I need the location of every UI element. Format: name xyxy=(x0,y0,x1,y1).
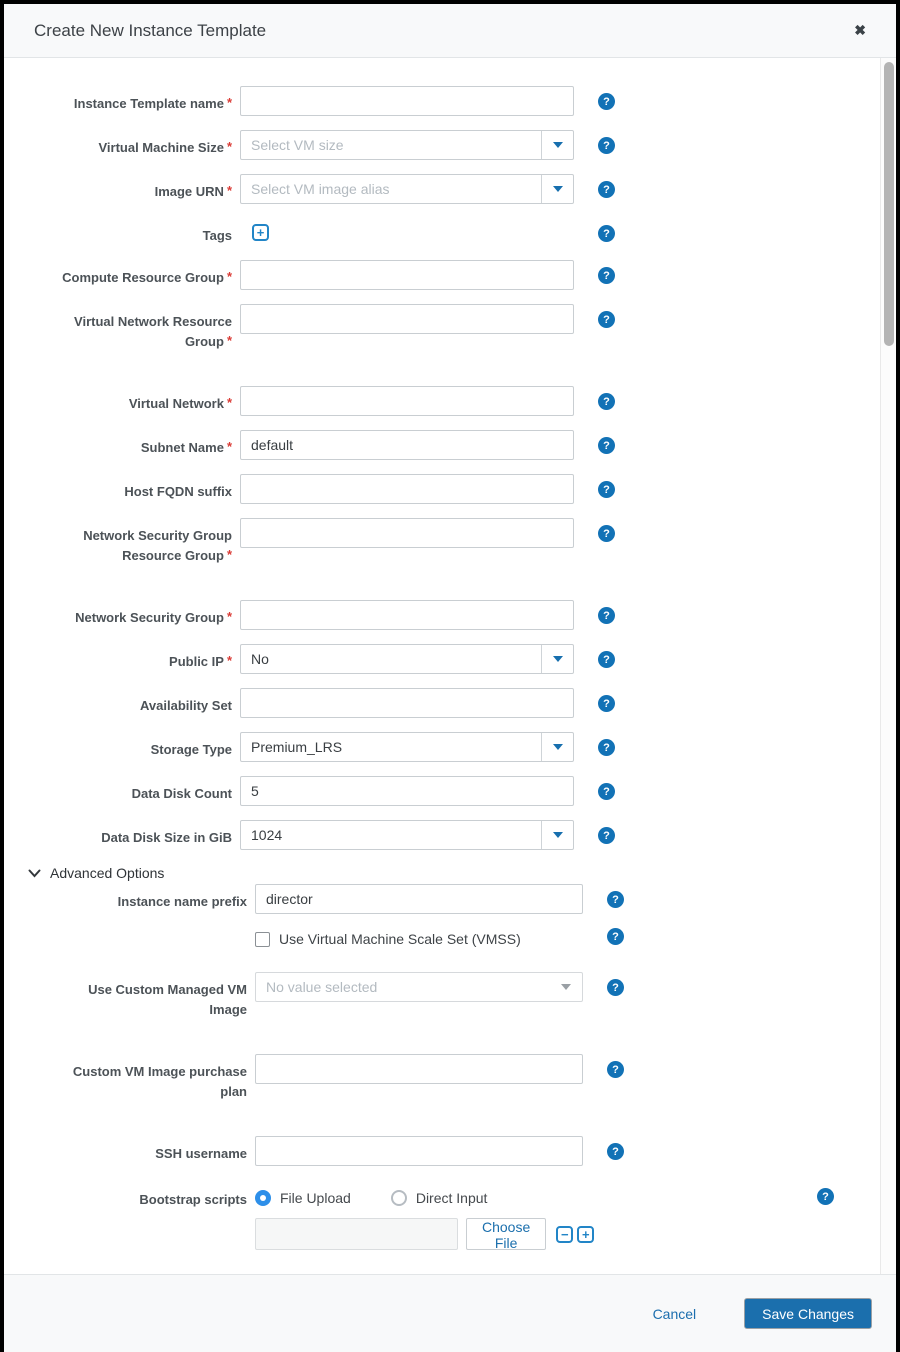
file-upload-radio[interactable] xyxy=(255,1190,271,1206)
save-changes-button[interactable]: Save Changes xyxy=(744,1298,872,1329)
tags-label: Tags xyxy=(202,228,232,243)
scrollbar-track xyxy=(880,58,896,1274)
help-icon[interactable]: ? xyxy=(598,311,615,328)
virtual-machine-size-label: Virtual Machine Size * xyxy=(98,139,232,155)
help-icon[interactable]: ? xyxy=(598,525,615,542)
public-ip-select[interactable] xyxy=(240,644,574,674)
compute-resource-group-input[interactable] xyxy=(240,260,574,290)
chevron-down-icon xyxy=(550,973,582,1001)
subnet-name-input[interactable] xyxy=(240,430,574,460)
network-security-group-label: Network Security Group * xyxy=(75,609,232,625)
field-row-network-security-group xyxy=(28,600,850,630)
field-row-virtual-network xyxy=(28,386,850,416)
required-asterisk: * xyxy=(226,653,232,668)
network-security-group-input[interactable] xyxy=(240,600,574,630)
compute-resource-group-label: Compute Resource Group * xyxy=(62,269,232,285)
field-row-nsg-resource-group xyxy=(28,518,850,566)
availability-set-input[interactable] xyxy=(240,688,574,718)
chevron-down-icon[interactable] xyxy=(541,821,573,849)
modal-header xyxy=(4,4,896,58)
storage-type-label: Storage Type xyxy=(150,742,232,757)
help-icon[interactable]: ? xyxy=(817,1188,834,1205)
help-icon[interactable]: ? xyxy=(607,979,624,996)
select-value: No xyxy=(251,651,269,667)
file-upload-radio-label: File Upload xyxy=(280,1190,351,1206)
help-icon[interactable]: ? xyxy=(598,267,615,284)
help-icon[interactable]: ? xyxy=(598,695,615,712)
modal-body xyxy=(4,58,896,1274)
nsg-resource-group-input[interactable] xyxy=(240,518,574,548)
help-icon[interactable]: ? xyxy=(598,137,615,154)
field-row-instance-template-name xyxy=(28,86,850,116)
host-fqdn-suffix-label: Host FQDN suffix xyxy=(124,484,232,499)
host-fqdn-suffix-input[interactable] xyxy=(240,474,574,504)
field-row-custom-vm-image-purchase-plan xyxy=(28,1054,850,1102)
help-icon[interactable]: ? xyxy=(607,1061,624,1078)
help-icon[interactable]: ? xyxy=(598,783,615,800)
ssh-username-input[interactable] xyxy=(255,1136,583,1166)
custom-managed-vm-image-label: Use Custom Managed VM Image xyxy=(88,982,247,1017)
field-row-vmss xyxy=(28,928,850,950)
select-value: 1024 xyxy=(251,827,283,843)
add-script-plus-icon[interactable]: + xyxy=(577,1226,594,1243)
chevron-down-icon[interactable] xyxy=(541,175,573,203)
field-row-data-disk-size xyxy=(28,820,850,850)
instance-name-prefix-input[interactable] xyxy=(255,884,583,914)
chevron-down-icon[interactable] xyxy=(541,645,573,673)
data-disk-count-input[interactable] xyxy=(240,776,574,806)
field-row-storage-type xyxy=(28,732,850,762)
virtual-network-label: Virtual Network * xyxy=(128,395,232,411)
field-row-virtual-network-resource-group xyxy=(28,304,850,352)
bootstrap-scripts-label: Bootstrap scripts xyxy=(139,1192,247,1207)
field-row-tags xyxy=(28,218,850,246)
help-icon[interactable]: ? xyxy=(607,891,624,908)
help-icon[interactable]: ? xyxy=(598,739,615,756)
field-row-data-disk-count xyxy=(28,776,850,806)
select-placeholder: No value selected xyxy=(266,979,378,995)
instance-template-name-label: Instance Template name * xyxy=(73,95,232,111)
required-asterisk: * xyxy=(226,547,232,562)
virtual-network-resource-group-input[interactable] xyxy=(240,304,574,334)
field-row-availability-set xyxy=(28,688,850,718)
chevron-down-icon[interactable] xyxy=(541,131,573,159)
help-icon[interactable]: ? xyxy=(598,181,615,198)
virtual-machine-size-select[interactable] xyxy=(240,130,574,160)
data-disk-count-label: Data Disk Count xyxy=(131,786,232,801)
nsg-resource-group-label: Network Security Group Resource Group * xyxy=(83,528,232,563)
help-icon[interactable]: ? xyxy=(598,607,615,624)
field-row-image-urn xyxy=(28,174,850,204)
add-tag-plus-icon[interactable]: + xyxy=(252,224,269,241)
virtual-network-input[interactable] xyxy=(240,386,574,416)
field-row-bootstrap-scripts xyxy=(28,1188,850,1250)
help-icon[interactable]: ? xyxy=(598,225,615,242)
bootstrap-mode-radios xyxy=(255,1188,583,1208)
cancel-button[interactable]: Cancel xyxy=(652,1305,697,1322)
field-row-public-ip xyxy=(28,644,850,674)
field-row-custom-managed-vm-image xyxy=(28,972,850,1020)
select-placeholder: Select VM image alias xyxy=(251,181,390,197)
availability-set-label: Availability Set xyxy=(140,698,232,713)
required-asterisk: * xyxy=(226,395,232,410)
select-placeholder: Select VM size xyxy=(251,137,344,153)
data-disk-size-label: Data Disk Size in GiB xyxy=(101,830,232,845)
modal-title: Create New Instance Template xyxy=(34,20,267,40)
choose-file-button[interactable]: Choose File xyxy=(466,1218,546,1250)
required-asterisk: * xyxy=(226,139,232,154)
custom-managed-vm-image-select[interactable] xyxy=(255,972,583,1002)
required-asterisk: * xyxy=(226,269,232,284)
field-row-host-fqdn-suffix xyxy=(28,474,850,504)
required-asterisk: * xyxy=(226,183,232,198)
storage-type-select[interactable] xyxy=(240,732,574,762)
bootstrap-file-line xyxy=(255,1218,590,1251)
required-asterisk: * xyxy=(226,95,232,110)
vmss-empty-label xyxy=(28,928,247,936)
help-icon[interactable]: ? xyxy=(598,827,615,844)
help-icon[interactable]: ? xyxy=(598,93,615,110)
field-row-virtual-machine-size xyxy=(28,130,850,160)
required-asterisk: * xyxy=(226,333,232,348)
modal-footer xyxy=(4,1274,896,1352)
field-row-compute-resource-group xyxy=(28,260,850,290)
field-row-subnet-name xyxy=(28,430,850,460)
chevron-down-icon xyxy=(28,869,41,878)
required-asterisk: * xyxy=(226,439,232,454)
public-ip-label: Public IP * xyxy=(169,653,232,669)
data-disk-size-select[interactable] xyxy=(240,820,574,850)
close-icon[interactable]: ✖ xyxy=(854,22,866,38)
direct-input-radio-label: Direct Input xyxy=(415,1190,488,1206)
required-asterisk: * xyxy=(226,609,232,624)
scrollbar-thumb[interactable] xyxy=(884,62,894,346)
help-icon[interactable]: ? xyxy=(598,481,615,498)
chevron-down-icon[interactable] xyxy=(541,733,573,761)
ssh-username-label: SSH username xyxy=(155,1146,247,1161)
virtual-network-resource-group-label: Virtual Network Resource Group * xyxy=(74,314,232,349)
remove-script-minus-icon[interactable]: − xyxy=(556,1226,573,1243)
advanced-options-toggle[interactable] xyxy=(28,864,850,882)
bootstrap-file-input[interactable] xyxy=(255,1218,458,1250)
direct-input-radio[interactable] xyxy=(391,1190,407,1206)
select-value: Premium_LRS xyxy=(251,739,343,755)
field-row-instance-name-prefix xyxy=(28,884,850,914)
vmss-checkbox[interactable] xyxy=(255,932,270,947)
custom-vm-image-purchase-plan-input[interactable] xyxy=(255,1054,583,1084)
help-icon[interactable]: ? xyxy=(607,928,624,945)
help-icon[interactable]: ? xyxy=(598,393,615,410)
image-urn-label: Image URN * xyxy=(154,183,232,199)
subnet-name-label: Subnet Name * xyxy=(140,439,232,455)
instance-name-prefix-label: Instance name prefix xyxy=(117,894,247,909)
create-instance-template-modal xyxy=(4,4,896,1322)
image-urn-select[interactable] xyxy=(240,174,574,204)
field-row-ssh-username xyxy=(28,1136,850,1166)
help-icon[interactable]: ? xyxy=(598,437,615,454)
instance-template-name-input[interactable] xyxy=(240,86,574,116)
help-icon[interactable]: ? xyxy=(598,651,615,668)
help-icon[interactable]: ? xyxy=(607,1143,624,1160)
vmss-checkbox-label: Use Virtual Machine Scale Set (VMSS) xyxy=(279,931,521,947)
advanced-options-title: Advanced Options xyxy=(50,865,165,881)
custom-vm-image-purchase-plan-label: Custom VM Image purchase plan xyxy=(72,1064,247,1099)
